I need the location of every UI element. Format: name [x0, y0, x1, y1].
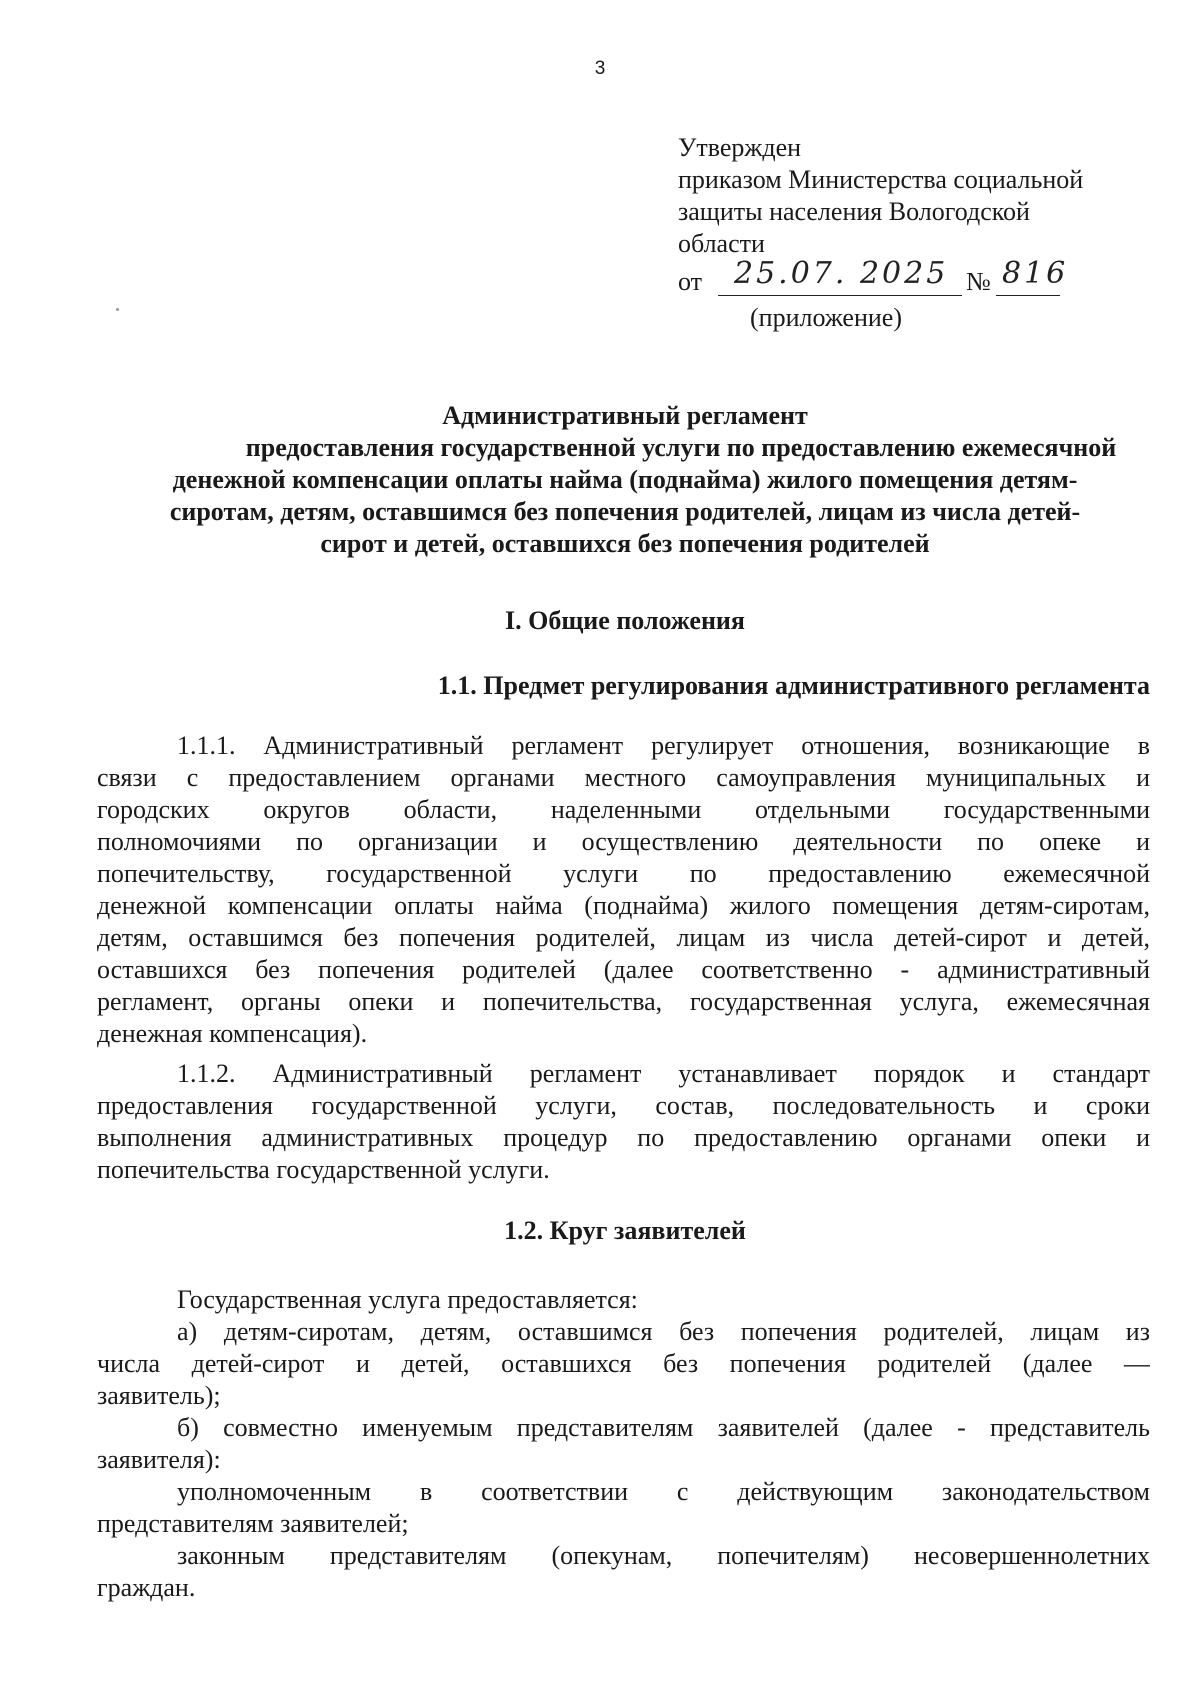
text-line: законным представителям (опекунам, попечителям) несовершеннолетних [177, 1541, 1150, 1570]
text-line: связи с предоставлением органами местного самоуправления муниципальных и [97, 763, 1150, 792]
text-line: предоставления государственной услуги, состав, последовательность и сроки [97, 1091, 1150, 1120]
text-line: денежная компенсация). [97, 1019, 368, 1048]
applicants-list [97, 1284, 1150, 1604]
paragraph-1-1-2 [97, 1058, 1150, 1186]
title-line: Административный регламент [442, 401, 808, 430]
text-line: а) детям-сиротам, детям, оставшимся без попечения родителей, лицам из [177, 1317, 1150, 1346]
text-line: уполномоченным в соответствии с действующим законодательством [177, 1477, 1150, 1506]
approval-line: защиты населения Вологодской [678, 197, 1030, 226]
text-line: городских округов области, наделенными отдельными государственными [97, 795, 1150, 824]
text-line: попечительства государственной услуги. [97, 1155, 550, 1184]
text-line: регламент, органы опеки и попечительства, государственная услуга, ежемесячная [97, 987, 1150, 1016]
scan-artifact-dot [116, 308, 119, 311]
text-line: денежной компенсации оплаты найма (поднайма) жилого помещения детям-сиротам, [97, 891, 1150, 920]
title-line: предоставления государственной услуги по предоставлению ежемесячной [245, 433, 1117, 462]
text-line: 1.1.2. Административный регламент устанавливает порядок и стандарт [177, 1059, 1150, 1088]
approval-line: области [678, 229, 765, 258]
text-line: попечительству, государственной услуги по предоставлению ежемесячной [97, 859, 1150, 888]
document-title [100, 400, 1150, 560]
text-line: полномочиями по организации и осуществлению деятельности по опеке и [97, 827, 1150, 856]
number-prefix: № [966, 267, 991, 296]
text-line: 1.1.1. Административный регламент регулирует отношения, возникающие в [177, 731, 1150, 760]
subsection-heading: 1.2. Круг заявителей [504, 1216, 746, 1245]
approval-line: приказом Министерства социальной [678, 165, 1084, 194]
text-line: выполнения административных процедур по предоставлению органами опеки и [97, 1123, 1150, 1152]
handwritten-number: 816 [1002, 256, 1069, 291]
text-line: заявителя): [97, 1445, 221, 1474]
text-line: детям, оставшимся без попечения родителей, лицам из числа детей-сирот и детей, [97, 923, 1150, 952]
handwritten-date: 25.07. 2025 [734, 256, 949, 291]
number-underline [996, 295, 1060, 296]
text-line: представителям заявителей; [97, 1509, 409, 1538]
text-line: заявитель); [97, 1381, 221, 1410]
approval-line: Утвержден [678, 133, 802, 162]
subsection-heading: 1.1. Предмет регулирования административного регламента [437, 671, 1150, 700]
text-line: Государственная услуга предоставляется: [177, 1285, 638, 1314]
text-line: б) совместно именуемым представителям заявителей (далее - представитель [177, 1413, 1150, 1442]
text-line: оставшихся без попечения родителей (далее соответственно - административный [97, 955, 1150, 984]
paragraph-1-1-1 [97, 730, 1150, 1050]
text-line: числа детей-сирот и детей, оставшихся без попечения родителей (далее — [97, 1349, 1150, 1378]
title-line: сиротам, детям, оставшимся без попечения родителей, лицам из числа детей- [169, 497, 1081, 526]
text-line: граждан. [97, 1573, 196, 1602]
section-heading: I. Общие положения [505, 606, 745, 635]
title-line: денежной компенсации оплаты найма (поднайма) жилого помещения детям- [172, 465, 1078, 494]
date-prefix: от [678, 267, 703, 296]
appendix-note: (приложение) [750, 303, 903, 332]
title-line: сирот и детей, оставшихся без попечения родителей [320, 529, 930, 558]
approval-date-line [678, 256, 1148, 300]
date-underline [718, 295, 962, 296]
page-number: 3 [594, 58, 606, 79]
approval-block [678, 132, 1148, 334]
